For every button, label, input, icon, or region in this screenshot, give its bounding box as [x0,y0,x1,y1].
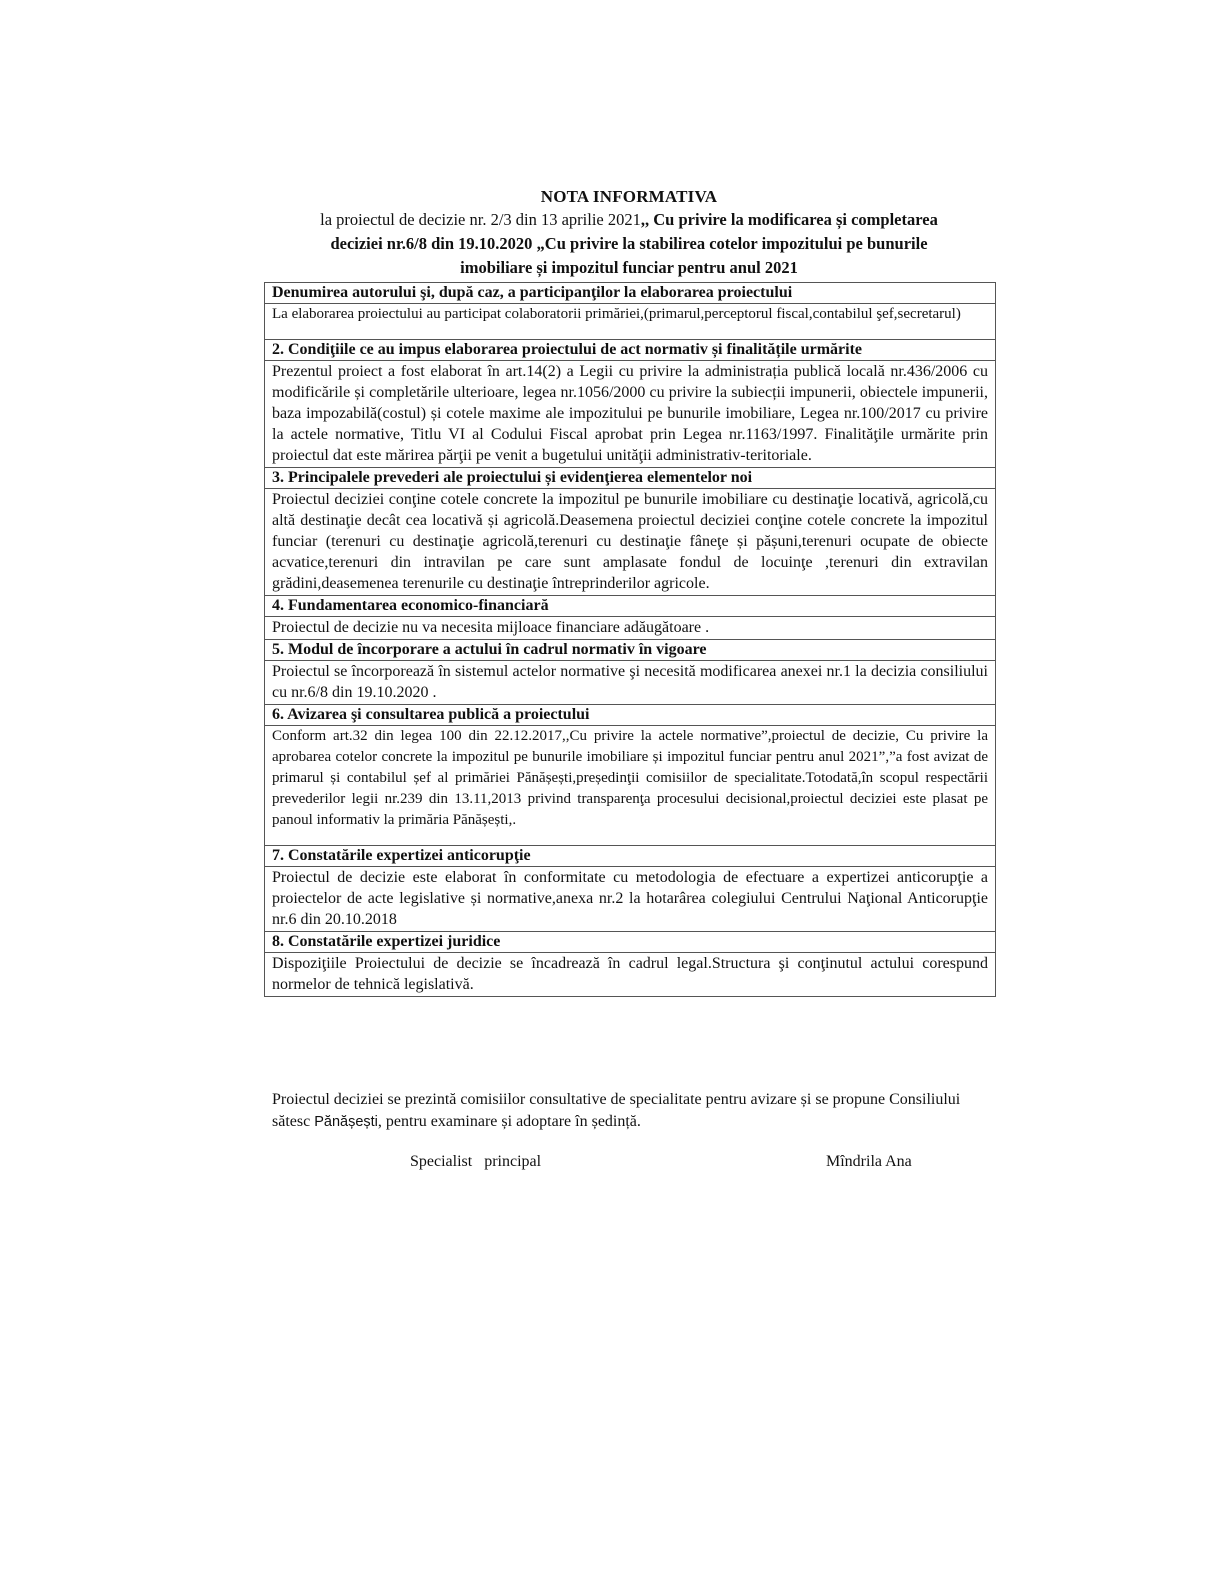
closing-village: Pănășești [314,1114,378,1130]
closing-text-before: Proiectul deciziei se prezintă comisiilor consultative de specialitate pentru avizare și se propune Consiliului sătesc [272,1091,961,1130]
signature-role: Specialist principal [410,1153,542,1170]
section-body-anticorruption: Proiectul de decizie este elaborat în conformitate cu metodologia de efectuare a expertizei anticorupţie a proiectelor de acte legislative și normative,anexa nr.2 la hotarârea colegiului Centrului Naţional Anticorupţie nr.6 din 20.10.2018 [265,867,995,932]
title-block [262,186,996,280]
section-heading-authors: Denumirea autorului şi, după caz, a participanţilor la elaborarea proiectului [265,283,995,304]
section-heading-anticorruption: 7. Constatările expertizei anticorupţie [265,846,995,867]
section-body-consultation: Conform art.32 din legea 100 din 22.12.2017,,Cu privire la actele normative”,proiectul de decizie, Cu privire la aprobarea cotelor concrete la impozitul pe bunurile imobiliare și impozitul funciar pentru anul 2021”,”a fost avizat de primarul și contabilul șef al primăriei Pănășești,președinţii comisiilor de specialitate.Totodată,în scopul respectării prevederilor legii nr.239 din 13.11,2013 privind transparenţa procesului decisional,proiectul deciziei este plasat pe panoul informativ la primăria Pănășești,. [265,726,995,846]
section-heading-legal: 8. Constatările expertizei juridice [265,932,995,953]
section-body-economic: Proiectul de decizie nu va necesita mijloace financiare adăugătoare . [265,617,995,640]
subtitle-bold-2: deciziei nr.6/8 din 19.10.2020 „Cu privire la stabilirea cotelor impozitului pe bunurile [330,234,928,253]
closing-paragraph [272,1089,992,1133]
section-body-incorporation: Proiectul se încorporează în sistemul actelor normative şi necesită modificarea anexei nr.1 la decizia consiliului cu nr.6/8 din 19.10.2020 . [265,661,995,705]
subtitle-prefix: la proiectul de decizie nr. 2/3 din 13 aprilie 2021 [320,210,641,229]
section-body-provisions: Proiectul deciziei conţine cotele concrete la impozitul pe bunurile imobiliare cu destinaţie locativă, agricolă,cu altă destinaţie decât cea locativă și agricolă.Deasemena proiectul deciziei conţine cotele concrete la impozitul funciar (terenuri cu destinaţie agricolă,terenuri cu destinaţie fâneţe și pășuni,terenuri ocupate de obiecte acvatice,terenuri din intravilan pe care sunt amplasate fondul de locuinţe ,terenuri din extravilan grădini,deasemenea terenurile cu destinaţie întreprinderilor agricole. [265,489,995,596]
subtitle-bold-3: imobiliare și impozitul funciar pentru anul 2021 [460,258,798,277]
section-body-authors: La elaborarea proiectului au participat colaboratorii primăriei,(primarul,perceptorul fiscal,contabilul şef,secretarul) [265,304,995,340]
section-heading-provisions: 3. Principalele prevederi ale proiectului și evidenţierea elementelor noi [265,468,995,489]
sections-table [264,282,996,997]
section-heading-conditions: 2. Condiţiile ce au impus elaborarea proiectului de act normativ și finalitățile urmărite [265,340,995,361]
section-heading-consultation: 6. Avizarea şi consultarea publică a proiectului [265,705,995,726]
section-heading-economic: 4. Fundamentarea economico-financiară [265,596,995,617]
document-subtitle [262,208,996,232]
subtitle-line-3 [262,256,996,280]
signature-name: Mîndrila Ana [826,1153,912,1170]
section-body-conditions: Prezentul proiect a fost elaborat în art.14(2) a Legii cu privire la administrația publică locală nr.436/2006 cu modificările și completările ulterioare, legea nr.1056/2000 cu privire la subiecții impunerii, obiectele impunerii, baza impozabilă(costul) și cotele maxime ale impozitului pe bunurile imobiliare, Legea nr.100/2017 cu privire la actele normative, Titlu VI al Codului Fiscal aprobat prin Legea nr.1163/1997. Finalităţile urmărite prin proiectul dat este mărirea părţii pe venit a bugetului unităţii administrativ-teritoriale. [265,361,995,468]
subtitle-line-2 [262,232,996,256]
section-heading-incorporation: 5. Modul de încorporare a actului în cadrul normativ în vigoare [265,640,995,661]
document-title: NOTA INFORMATIVA [540,187,718,206]
closing-text-after: , pentru examinare și adoptare în ședință. [377,1113,641,1130]
subtitle-bold-1: ,, Cu privire la modificarea și completarea [640,210,938,229]
section-body-legal: Dispoziţiile Proiectului de decizie se încadrează în cadrul legal.Structura şi conţinutul actului corespund normelor de tehnică legislativă. [272,955,988,993]
